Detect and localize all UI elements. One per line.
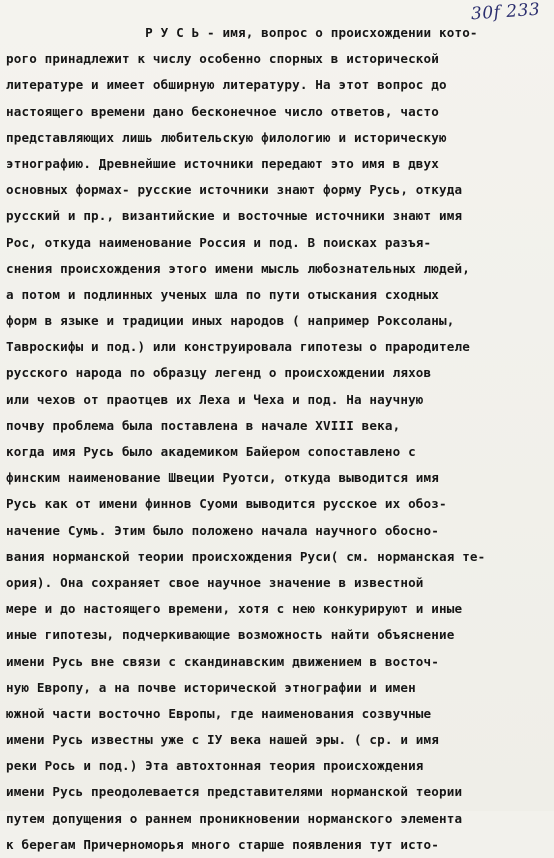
text-line: имени Русь известны уже с IУ века нашей эры. ( ср. и имя <box>6 732 439 748</box>
text-line: к берегам Причерноморья много старше появления тут исто- <box>6 836 439 852</box>
text-line: или чехов от праотцев их Леха и Чеха и под. На научную <box>6 391 424 407</box>
text-line: форм в языке и традиции иных народов ( например Роксоланы, <box>6 313 455 329</box>
text-line: литературе и имеет обширную литературу. На этот вопрос до <box>6 77 447 93</box>
text-line: ория). Она сохраняет свое научное значение в известной <box>6 574 424 590</box>
text-line: почву проблема была поставлена в начале XVIII века, <box>6 417 401 433</box>
text-line: южной части восточно Европы, где наименования созвучные <box>6 705 432 721</box>
text-line: этнографию. Древнейшие источники передают это имя в двух <box>6 155 439 171</box>
text-line: Р У С Ь - имя, вопрос о происхождении кото- <box>6 25 478 40</box>
text-line: вания норманской теории происхождения Руси( см. норманская те- <box>6 548 486 564</box>
text-line: представляющих лишь любительскую филологию и историческую <box>6 129 447 145</box>
text-line: Рос, откуда наименование Россия и под. В поисках разъя- <box>6 234 432 250</box>
text-line: настоящего времени дано бесконечное число ответов, часто <box>6 103 439 119</box>
text-line: имени Русь преодолевается представителями норманской теории <box>6 784 463 800</box>
text-line: иные гипотезы, подчеркивающие возможность найти объяснение <box>6 627 455 643</box>
text-line: реки Рось и под.) Эта автохтонная теория происхождения <box>6 758 424 774</box>
handwritten-annotation: 30f 233 <box>470 0 541 25</box>
text-line: снения происхождения этого имени мысль любознательных людей, <box>6 260 470 276</box>
text-line: рого принадлежит к числу особенно спорных в исторической <box>6 51 439 67</box>
text-line: путем допущения о раннем проникновении норманского элемента <box>6 810 463 826</box>
text-line: основных формах- русские источники знают форму Русь, откуда <box>6 182 463 198</box>
text-line: имени Русь вне связи с скандинавским движением в восточ- <box>6 653 439 669</box>
text-line: русский и пр., византийские и восточные источники знают имя <box>6 208 463 224</box>
text-line: Русь как от имени финнов Суоми выводится русское их обоз- <box>6 496 447 512</box>
text-line: финским наименование Швеции Руотси, откуда выводится имя <box>6 470 439 486</box>
text-line: когда имя Русь было академиком Байером сопоставлено с <box>6 444 416 459</box>
text-line: Тавроскифы и под.) или конструировала гипотезы о прародителе <box>6 339 470 355</box>
text-line: русского народа по образцу легенд о происхождении ляхов <box>6 365 432 381</box>
text-line: мере и до настоящего времени, хотя с нею конкурируют и иные <box>6 601 463 617</box>
text-line: ную Европу, а на почве исторической этнографии и имен <box>6 679 416 695</box>
text-line: начение Сумь. Этим было положено начала научного обосно- <box>6 522 439 538</box>
text-line: а потом и подлинных ученых шла по пути отыскания сходных <box>6 286 439 302</box>
typed-text-body <box>6 20 550 858</box>
